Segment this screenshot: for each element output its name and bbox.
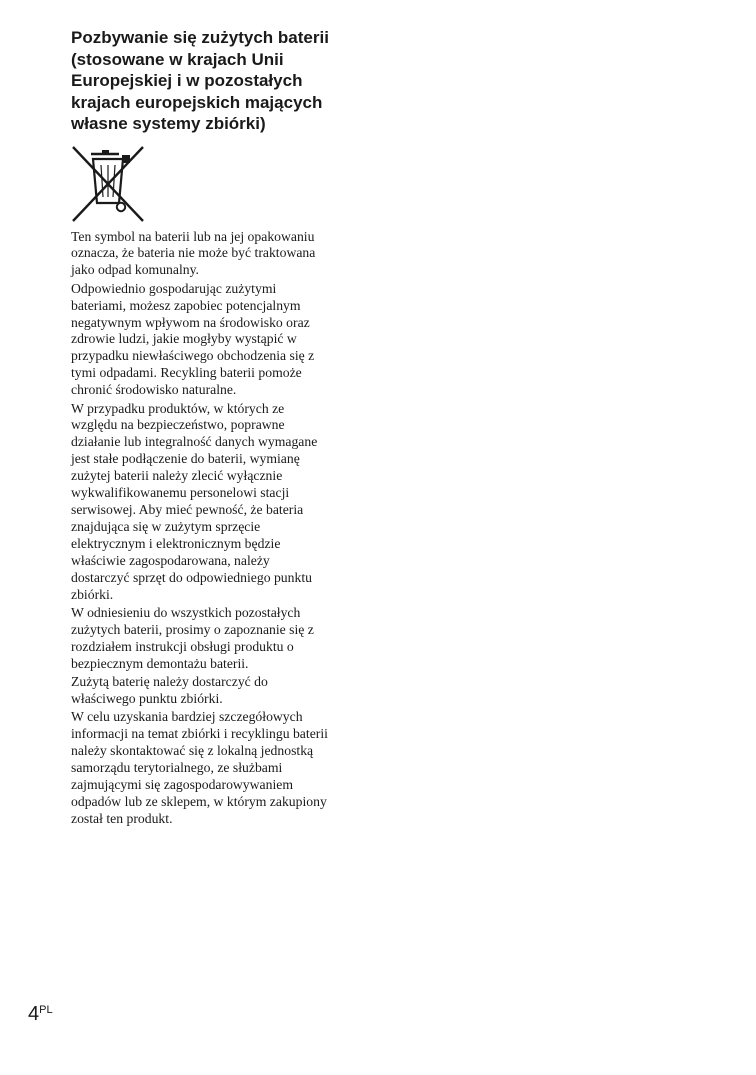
paragraph-environment: Odpowiednio gospodarując zużytymi bateriami, możesz zapobiec potencjalnym negatywnym wpływom na środowisko oraz zdrowie ludzi, jakie mogłyby wystąpić w przypadku niewłaściwego obchodzenia się z tymi odpadami. Recykling baterii pomoże chronić środowisko naturalne. (71, 280, 315, 398)
section-heading: Pozbywanie się zużytych baterii (stosowane w krajach Unii Europejskiej i w pozostałych krajach europejskich mających własne systemy zbiórki) (71, 28, 329, 133)
crossed-out-wheelie-bin-icon (71, 145, 145, 223)
language-code: PL (39, 1004, 53, 1016)
paragraph-other-batteries: W odniesieniu do wszystkich pozostałych zużytych baterii, prosimy o zapoznanie się z rozdziałem instrukcji obsługi produktu o bezpiecznym demontażu baterii. (71, 604, 314, 671)
section-body (71, 229, 367, 828)
page-number (28, 1004, 53, 1025)
paragraph-built-in-batteries: W przypadku produktów, w których ze względu na bezpieczeństwo, poprawne działanie lub integralność danych wymagane jest stałe podłączenie do baterii, wymianę zużytej baterii należy zlecić wyłącznie wykwalifikowanemu personelowi stacji serwisowej. Aby mieć pewność, że bateria znajdująca się w zużytym sprzęcie elektrycznym i elektronicznym będzie właściwie zagospodarowana, należy dostarczyć sprzęt do odpowiedniego punktu zbiórki. (71, 400, 318, 602)
battery-disposal-section (71, 27, 367, 829)
paragraph-more-info: W celu uzyskania bardziej szczegółowych informacji na temat zbiórki i recyklingu baterii należy skontaktować się z lokalną jednostką samorządu terytorialnego, ze służbami zajmującymi się zagospodarowywaniem odpadów lub ze sklepem, w którym zakupiony został ten produkt. (71, 709, 328, 826)
paragraph-collection-point: Zużytą baterię należy dostarczyć do właściwego punktu zbiórki. (71, 674, 268, 706)
page-number-value: 4 (28, 1003, 40, 1025)
paragraph-symbol-meaning: Ten symbol na baterii lub na jej opakowaniu oznacza, że bateria nie może być traktowana jako odpad komunalny. (71, 228, 316, 278)
